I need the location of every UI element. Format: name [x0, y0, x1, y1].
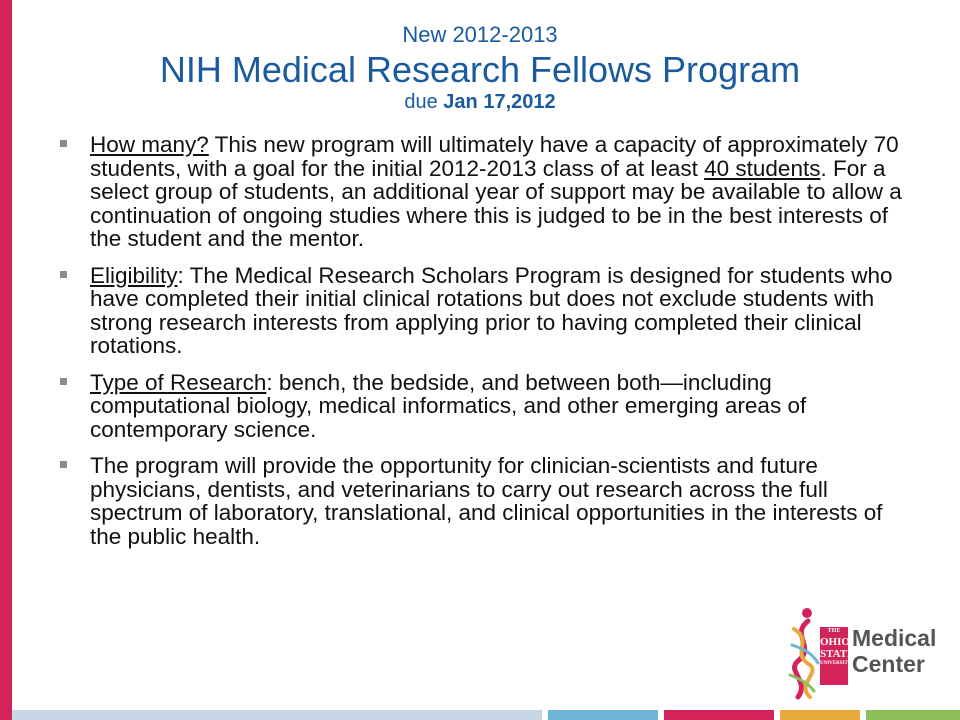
left-accent-bar — [0, 0, 12, 720]
slide-title — [30, 20, 930, 114]
bullet-how-many — [58, 133, 918, 251]
bullet-text: : The Medical Research Scholars Program is designed for students who have completed their initial clinical rotations but does not exclude students with strong research interests from applying prior to having completed their clinical rotations. — [90, 262, 893, 358]
stripe-segment — [548, 710, 658, 720]
title-year: New 2012-2013 — [402, 22, 558, 47]
osu-wordmark — [820, 627, 855, 685]
bullet-type-of-research — [58, 371, 918, 442]
logo-line-center: Center — [852, 651, 925, 677]
bottom-color-stripe — [12, 710, 960, 720]
osu-university: UNIVERSITY — [820, 661, 852, 666]
osu-state: STATE — [820, 648, 855, 660]
bullet-highlight: 40 students — [704, 155, 821, 181]
stripe-segment — [780, 710, 860, 720]
dna-figure-icon — [784, 605, 824, 700]
due-prefix: due — [404, 91, 438, 113]
bullet-text: : bench, the bedside, and between both—including computational biology, medical informatics, and other emerging areas of contemporary science. — [90, 369, 807, 442]
stripe-segment — [664, 710, 774, 720]
osu-the: THE — [827, 628, 841, 634]
logo-line-medical: Medical — [852, 625, 937, 651]
title-main: NIH Medical Research Fellows Program — [159, 49, 801, 90]
bullet-label: Type of Research — [90, 369, 267, 395]
stripe-segment — [12, 710, 542, 720]
bullet-text: . For a select group of students, an additional year of support may be available to allow a continuation of ongoing studies where this is judged to be in the best interests of the student and the mentor. — [90, 155, 902, 251]
osu-medical-center-logo — [784, 605, 944, 700]
medical-center-wordmark — [852, 625, 936, 677]
square-bullet-icon — [60, 140, 67, 147]
square-bullet-icon — [60, 271, 67, 278]
bullet-list — [58, 133, 918, 561]
bullet-program-opportunity — [58, 454, 918, 548]
title-due — [30, 90, 930, 114]
bullet-text: This new program will ultimately have a capacity of approximately 70 students, with a goal for the initial 2012-2013 class of at least — [90, 132, 899, 181]
bullet-label: How many? — [90, 132, 209, 157]
square-bullet-icon — [60, 461, 67, 468]
bullet-text: The program will provide the opportunity for clinician-scientists and future physicians, dentists, and veterinarians to carry out research across the full spectrum of laboratory, translational, and clinical opportunities in the interests of the public health. — [90, 453, 883, 549]
bullet-label: Eligibility — [90, 262, 178, 288]
square-bullet-icon — [60, 378, 67, 385]
due-date: Jan 17,2012 — [443, 91, 556, 113]
osu-ohio: OHIO — [820, 636, 850, 648]
stripe-segment — [866, 710, 960, 720]
bullet-eligibility — [58, 264, 918, 358]
